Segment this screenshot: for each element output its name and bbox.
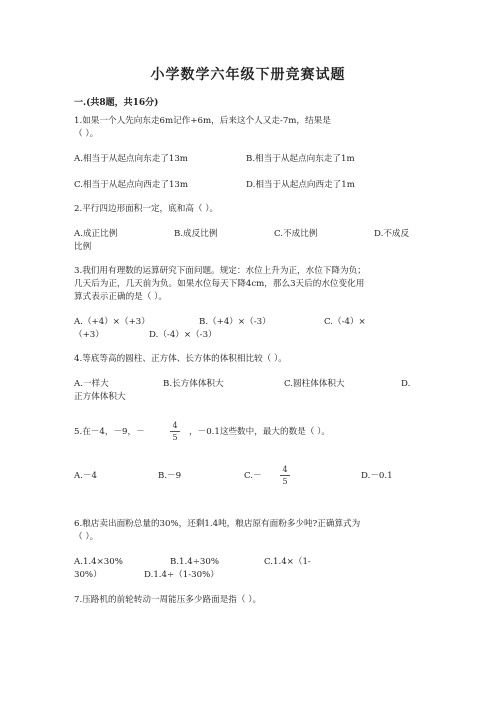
q1-option-d: D.相当于从起点向西走了1m (246, 180, 355, 190)
fraction-denominator: 5 (282, 477, 288, 486)
question-3-text-cont1: 几天后为正，几天前为负。如果水位每天下降4cm，那么3天后的水位变化用 (74, 279, 365, 289)
fraction-numerator: 4 (172, 421, 178, 430)
q3-option-c: C.（-4）× (324, 317, 366, 327)
q1-option-c: C.相当于从起点向西走了13m (74, 180, 189, 190)
question-2-text: 2.平行四边形面积一定，底和高（ ）。 (74, 204, 219, 214)
q4-option-c: C.圆柱体体积大 (284, 379, 345, 389)
q2-option-a: A.成正比例 (74, 229, 118, 239)
question-5-text: 5.在－4，－9，－ (74, 427, 145, 437)
q5-option-a: A.－4 (74, 471, 97, 481)
question-1-text: 1.如果一个人先向东走6m记作+6m，后来这个人又走-7m，结果是 (74, 116, 331, 126)
fraction-numerator: 4 (282, 465, 288, 474)
question-4-text: 4.等底等高的圆柱、正方体、长方体的体积相比较（ ）。 (74, 354, 287, 364)
q4-option-d: D. (401, 379, 411, 389)
q5-option-b: B.－9 (158, 471, 182, 481)
q1-option-a: A.相当于从起点向东走了13m (74, 154, 188, 164)
q4-option-b: B.长方体体积大 (163, 379, 224, 389)
q6-option-a: A.1.4×30% (74, 557, 123, 567)
q6-option-c-cont: 30%） (74, 570, 102, 580)
question-7-text: 7.压路机的前轮转动一周能压多少路面是指（ ）。 (74, 595, 262, 605)
q6-option-c: C.1.4×（1- (264, 557, 311, 567)
q2-option-d: D.不成反 (374, 229, 410, 239)
question-6-text: 6.粮店卖出面粉总量的30%，还剩1.4吨，粮店原有面粉多少吨?正确算式为 (74, 519, 361, 529)
q2-option-c: C.不成比例 (274, 229, 318, 239)
q1-option-b: B.相当于从起点向东走了1m (246, 154, 355, 164)
question-1-text-cont: （ ）。 (74, 129, 99, 139)
q4-option-a: A.一样大 (74, 379, 109, 389)
q5-option-c-fraction (280, 465, 290, 486)
fraction-bar (280, 475, 290, 476)
question-3-text-cont2: 算式表示正确的是（ ）。 (74, 292, 167, 302)
fraction-bar (170, 431, 180, 432)
q3-option-b: B.（+4）×（-3） (199, 317, 271, 327)
q2-option-d-cont: 比例 (74, 242, 92, 252)
q3-option-c-cont: （+3） (74, 330, 104, 340)
q3-option-a: A.（+4）×（+3） (74, 317, 150, 327)
q3-option-d: D.（-4）×（-3） (149, 330, 217, 340)
q5-option-d: D.－0.1 (361, 471, 393, 481)
section-header: 一.(共8题，共16分) (74, 98, 159, 108)
question-6-text-cont: （ ）。 (74, 532, 99, 542)
q5-fraction (170, 421, 180, 442)
q6-option-d: D.1.4÷（1-30%） (144, 570, 219, 580)
question-5-text-cont: ，－0.1这些数中，最大的数是（ ）。 (189, 427, 331, 437)
q4-option-d-cont: 正方体体积大 (74, 392, 126, 402)
q6-option-b: B.1.4÷30% (170, 557, 220, 567)
q2-option-b: B.成反比例 (174, 229, 218, 239)
question-3-text: 3.我们用有理数的运算研究下面问题。规定：水位上升为正，水位下降为负； (74, 266, 366, 276)
q5-option-c: C.－ (244, 471, 262, 481)
fraction-denominator: 5 (172, 433, 178, 442)
page-title: 小学数学六年级下册竞赛试题 (150, 67, 346, 83)
